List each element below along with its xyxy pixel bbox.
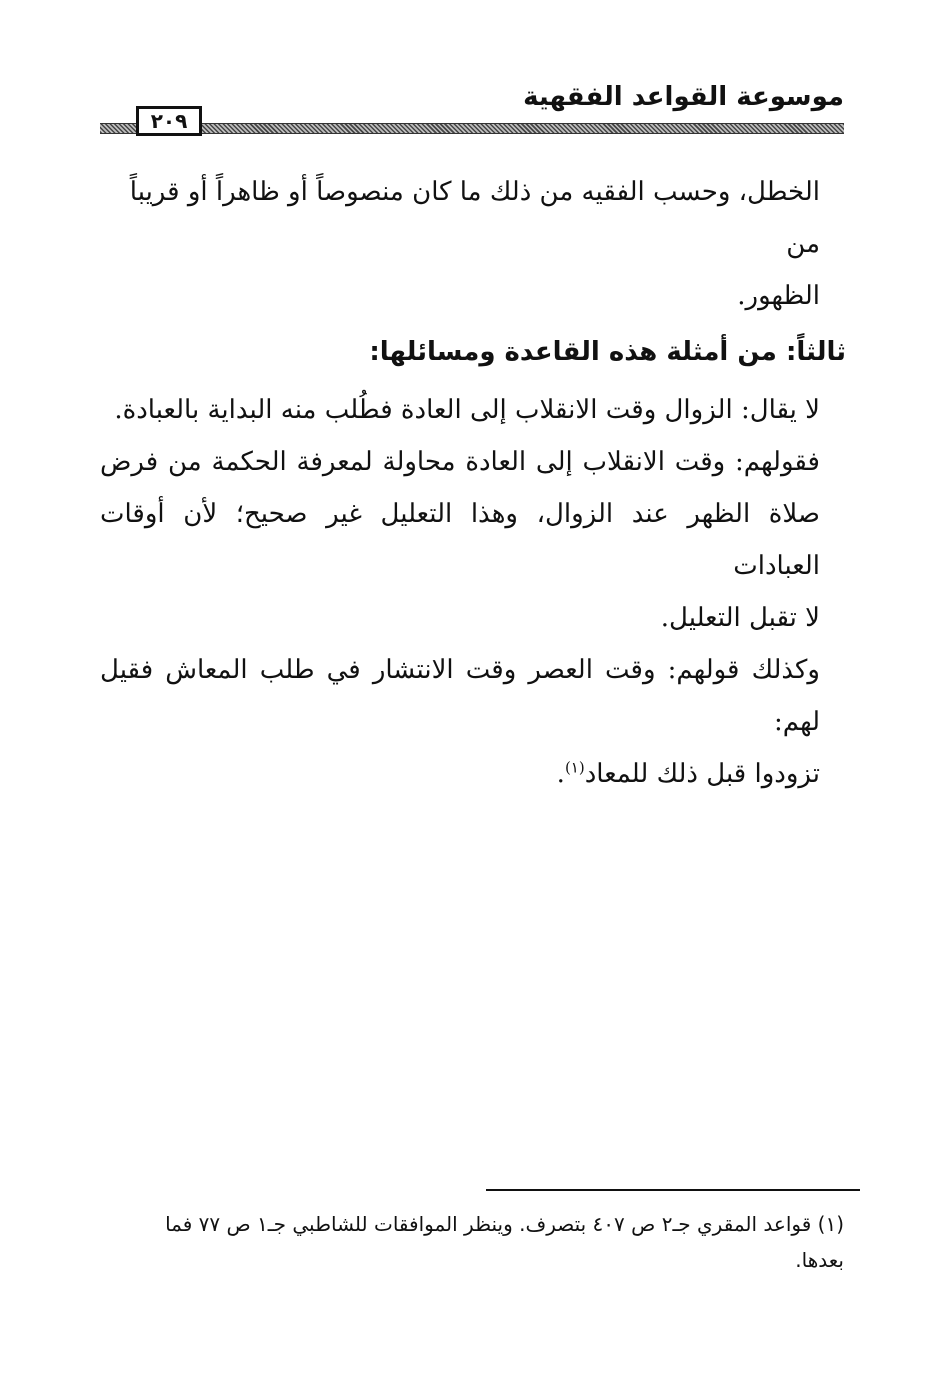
header-title: موسوعة القواعد الفقهية xyxy=(523,82,844,112)
paragraph-1-line-1: الخطل، وحسب الفقيه من ذلك ما كان منصوصاً أو ظاهراً أو قريباً من xyxy=(129,177,820,259)
main-text xyxy=(100,166,846,800)
footnote-line-2: بعدها. xyxy=(795,1248,844,1272)
paragraph-4-period: . xyxy=(556,759,565,789)
header-rule xyxy=(100,123,844,134)
paragraph-2: لا يقال: الزوال وقت الانقلاب إلى العادة فطُلب منه البداية بالعبادة. xyxy=(114,395,820,425)
paragraph-1-line-2: الظهور. xyxy=(737,281,820,311)
section-heading: ثالثاً: من أمثلة هذه القاعدة ومسائلها: xyxy=(369,337,846,367)
footnote-reference[interactable]: (١) xyxy=(564,758,585,777)
paragraph-3: فقولهم: وقت الانقلاب إلى العادة محاولة لمعرفة الحكمة من فرض صلاة الظهر عند الزوال، وهذا التعليل غير صحيح؛ لأن أوقات العبادات xyxy=(100,447,821,581)
paragraph-4: وكذلك قولهم: وقت العصر وقت الانتشار في طلب المعاش فقيل لهم: xyxy=(100,655,820,737)
paragraph-4-end xyxy=(100,748,820,800)
page-number: ٢٠٩ xyxy=(136,106,202,136)
footnote-divider xyxy=(486,1189,860,1191)
paragraph-3-end: لا تقبل التعليل. xyxy=(660,603,820,633)
footnote-line-1: (١) قواعد المقري جـ٢ ص ٤٠٧ بتصرف. وينظر الموافقات للشاطبي جـ١ ص ٧٧ فما xyxy=(165,1212,844,1236)
paragraph-4-end-text: تزودوا قبل ذلك للمعاد xyxy=(584,759,820,789)
footnote xyxy=(110,1206,844,1278)
